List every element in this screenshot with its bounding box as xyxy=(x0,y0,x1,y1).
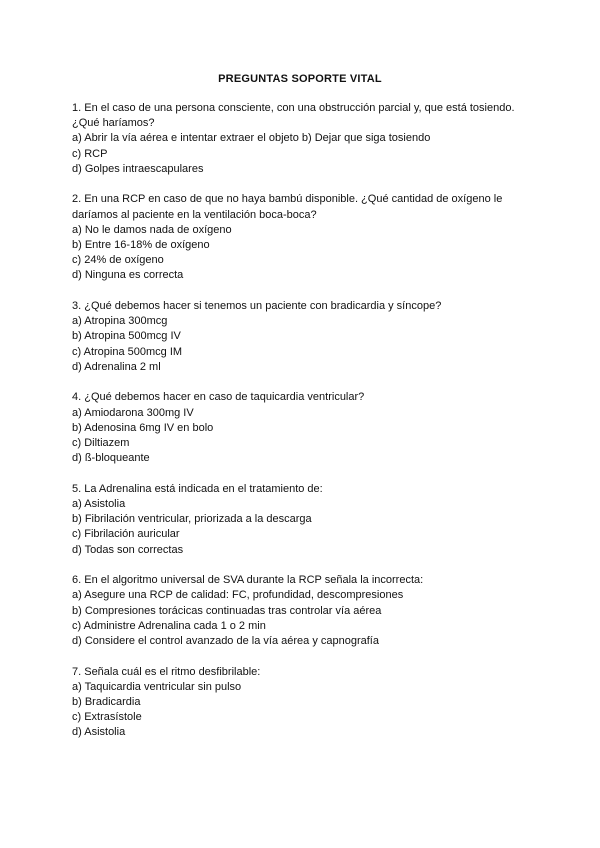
option: b) Adenosina 6mg IV en bolo xyxy=(72,421,214,434)
option-list xyxy=(72,314,542,375)
option-list xyxy=(72,223,542,284)
option: c) Administre Adrenalina cada 1 o 2 min xyxy=(72,619,266,632)
option: d) Adrenalina 2 ml xyxy=(72,360,161,373)
option: a) Abrir la vía aérea e intentar extraer el objeto b) Dejar que siga tosiendo xyxy=(72,132,431,145)
question-1 xyxy=(72,101,542,177)
question-2 xyxy=(72,192,542,283)
option: b) Atropina 500mcg IV xyxy=(72,330,181,343)
option: d) Todas son correctas xyxy=(72,543,184,556)
option-list xyxy=(72,497,542,558)
question-text: 7. Señala cuál es el ritmo desfibrilable: xyxy=(72,665,261,678)
question-5 xyxy=(72,482,542,558)
option: c) Atropina 500mcg IM xyxy=(72,345,183,358)
option: a) Taquicardia ventricular sin pulso xyxy=(72,680,242,693)
option: a) No le damos nada de oxígeno xyxy=(72,223,232,236)
option: c) Diltiazem xyxy=(72,437,130,450)
question-4 xyxy=(72,390,542,466)
option: d) Golpes intraescapulares xyxy=(72,162,204,175)
option: a) Asegure una RCP de calidad: FC, profundidad, descompresiones xyxy=(72,589,404,602)
question-text: 3. ¿Qué debemos hacer si tenemos un paciente con bradicardia y síncope? xyxy=(72,300,442,313)
option: c) Fibrilación auricular xyxy=(72,528,180,541)
option: b) Entre 16-18% de oxígeno xyxy=(72,239,210,252)
question-7 xyxy=(72,665,542,741)
option: d) Asistolia xyxy=(72,726,126,739)
question-3 xyxy=(72,299,542,375)
option: d) Ninguna es correcta xyxy=(72,269,184,282)
option: a) Amiodarona 300mg IV xyxy=(72,406,194,419)
option: c) Extrasístole xyxy=(72,711,142,724)
option: a) Asistolia xyxy=(72,498,126,511)
option-list xyxy=(72,131,542,177)
option: c) RCP xyxy=(72,147,108,160)
question-list xyxy=(72,101,542,756)
question-6 xyxy=(72,573,542,649)
option: c) 24% de oxígeno xyxy=(72,254,164,267)
question-text: 5. La Adrenalina está indicada en el tratamiento de: xyxy=(72,482,323,495)
option-list xyxy=(72,406,542,467)
document-title: PREGUNTAS SOPORTE VITAL xyxy=(218,73,382,85)
option: b) Compresiones torácicas continuadas tras controlar vía aérea xyxy=(72,604,382,617)
option: a) Atropina 300mcg xyxy=(72,315,168,328)
option: d) ß-bloqueante xyxy=(72,452,150,465)
option: d) Considere el control avanzado de la vía aérea y capnografía xyxy=(72,635,379,648)
option: b) Bradicardia xyxy=(72,696,141,709)
option-list xyxy=(72,680,542,741)
question-text: 2. En una RCP en caso de que no haya bambú disponible. ¿Qué cantidad de oxígeno le daríamos al paciente en la ventilación boca-boca? xyxy=(72,193,503,221)
option-list xyxy=(72,588,542,649)
question-text: 6. En el algoritmo universal de SVA durante la RCP señala la incorrecta: xyxy=(72,574,424,587)
question-text: 1. En el caso de una persona consciente, con una obstrucción parcial y, que está tosiendo. ¿Qué haríamos? xyxy=(72,102,515,130)
option: b) Fibrilación ventricular, priorizada a la descarga xyxy=(72,513,312,526)
question-text: 4. ¿Qué debemos hacer en caso de taquicardia ventricular? xyxy=(72,391,365,404)
